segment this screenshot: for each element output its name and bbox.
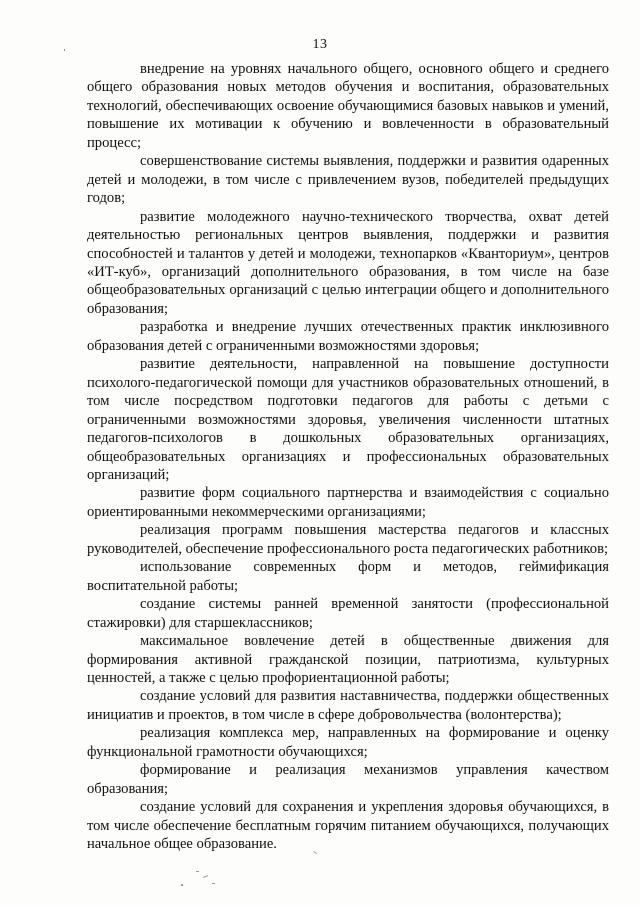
paragraph: развитие молодежного научно-технического творчества, охват детей деятельностью региональных центров выявления, поддержки и развития способностей и талантов у детей и молодежи, технопарков «Кванториум», центров «ИТ-куб», организаций дополнительного образования, в том числе на базе общеобразовательных организаций с целью интеграции общего и дополнительного образования; [87,208,609,317]
paragraph: создание условий для развития наставничества, поддержки общественных инициатив и проектов, в том числе в сфере добровольчества (волонтерства); [87,688,609,723]
paragraph: разработка и внедрение лучших отечественных практик инклюзивного образования детей с ограниченными возможностями здоровья; [87,319,609,354]
scan-speck [196,871,199,872]
paragraph: реализация комплекса мер, направленных на формирование и оценку функциональной грамотности обучающихся; [87,725,609,760]
paragraph: создание условий для сохранения и укрепления здоровья обучающихся, в том числе обеспечение бесплатным горячим питанием обучающихся, получающих начальное общее образование. [87,799,609,853]
scan-speck [212,883,215,884]
scan-speck [203,875,208,878]
paragraph: развитие деятельности, направленной на повышение доступности психолого-педагогической помощи для участников образовательных отношений, в том числе посредством подготовки педагогов для работы с детьми с ограниченными возможностями здоровья, увеличения численности штатных педагогов-психологов в дошкольных образовательных организациях, общеобразовательных организациях и профессиональных образовательных организаций; [87,356,609,483]
paragraph: развитие форм социального партнерства и взаимодействия с социально ориентированными некоммерческими организациями; [87,485,609,520]
paragraph: формирование и реализация механизмов управления качеством образования; [87,762,609,797]
page-number: 13 [312,37,328,52]
document-body [87,60,609,853]
scan-speck [181,884,183,886]
paragraph: реализация программ повышения мастерства педагогов и классных руководителей, обеспечение профессионального роста педагогических работников; [87,522,609,557]
paragraph: создание системы ранней временной занятости (профессиональной стажировки) для старшеклассников; [87,596,609,631]
paragraph: максимальное вовлечение детей в общественные движения для формирования активной гражданской позиции, патриотизма, культурных ценностей, а также с целью профориентационной работы; [87,633,609,686]
scan-speck [64,49,65,51]
paragraph: совершенствование системы выявления, поддержки и развития одаренных детей и молодежи, в том числе с привлечением вузов, победителей предыдущих годов; [87,153,609,207]
paragraph: использование современных форм и методов, геймификация воспитательной работы; [87,559,609,594]
paragraph: внедрение на уровнях начального общего, основного общего и среднего общего образования новых методов обучения и воспитания, образовательных технологий, обеспечивающих освоение обучающимися базовых навыков и умений, повышение их мотивации к обучению и вовлеченности в образовательный процесс; [87,61,609,151]
